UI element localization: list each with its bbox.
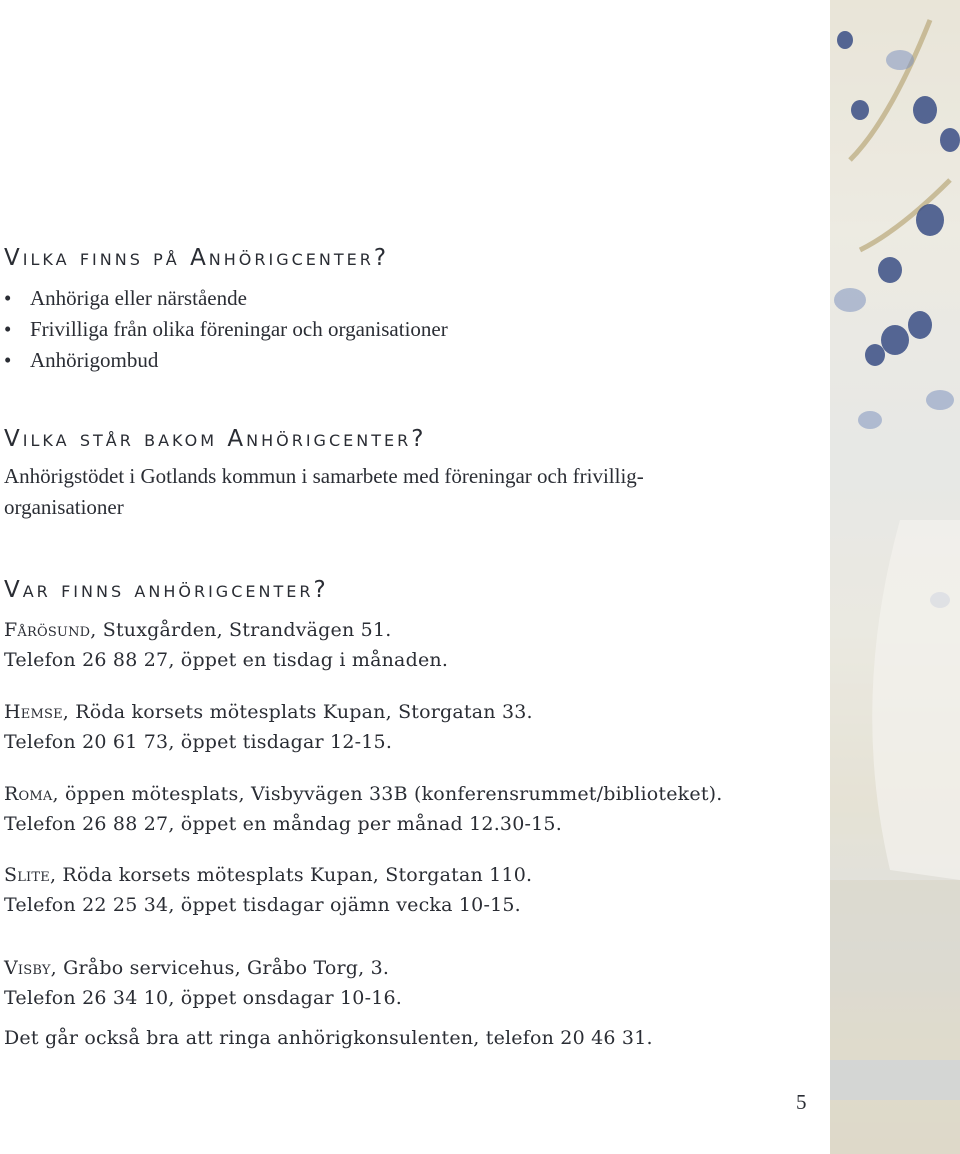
location-phone-faro: Telefon 26 88 27, öppet en tisdag i månaden. — [4, 649, 449, 671]
place-name: Hemse — [4, 701, 63, 723]
location-phone-visby: Telefon 26 34 10, öppet onsdagar 10-16. — [4, 987, 403, 1009]
list-item-text: Anhörigombud — [30, 348, 159, 372]
location-phone-slite: Telefon 22 25 34, öppet tisdagar ojämn vecka 10-15. — [4, 894, 521, 916]
location-address-visby — [4, 957, 389, 979]
list-item — [4, 314, 448, 345]
decorative-floral-image — [830, 0, 960, 1154]
list-item — [4, 283, 448, 314]
floral-illustration — [830, 0, 960, 1154]
place-name: Visby — [4, 957, 51, 979]
list-item-text: Anhöriga eller närstående — [30, 286, 247, 310]
list-item-text: Frivilliga från olika föreningar och organisationer — [30, 317, 448, 341]
page-number: 5 — [796, 1090, 807, 1114]
bullet-icon: • — [4, 286, 12, 310]
section-heading-behind: Vilka står bakom Anhörigcenter? — [4, 426, 427, 452]
location-phone-roma: Telefon 26 88 27, öppet en måndag per månad 12.30-15. — [4, 813, 562, 835]
list-item — [4, 345, 448, 376]
address-text: , Stuxgården, Strandvägen 51. — [90, 619, 392, 641]
paragraph-line: Anhörigstödet i Gotlands kommun i samarbete med föreningar och frivillig- — [4, 464, 644, 488]
address-text: , Röda korsets mötesplats Kupan, Storgatan 110. — [49, 864, 533, 886]
location-address-faro — [4, 619, 391, 641]
place-name: Roma — [4, 783, 53, 805]
paragraph-line: organisationer — [4, 495, 124, 519]
section-heading-where: Var finns anhörigcenter? — [4, 577, 329, 603]
location-address-hemse — [4, 701, 533, 723]
bullet-icon: • — [4, 348, 12, 372]
bullet-list — [4, 283, 448, 376]
place-name: Slite — [4, 864, 50, 886]
address-text: , Gråbo servicehus, Gråbo Torg, 3. — [50, 957, 390, 979]
contact-footer: Det går också bra att ringa anhörigkonsulenten, telefon 20 46 31. — [4, 1027, 653, 1049]
address-text: , Röda korsets mötesplats Kupan, Storgatan 33. — [62, 701, 533, 723]
address-text: , öppen mötesplats, Visbyvägen 33B (konferensrummet/biblioteket). — [52, 783, 723, 805]
location-address-roma — [4, 783, 723, 805]
location-address-slite — [4, 864, 532, 886]
bullet-icon: • — [4, 317, 12, 341]
section-heading-who: Vilka finns på Anhörigcenter? — [4, 245, 390, 271]
place-name: Fårösund — [4, 619, 91, 641]
location-phone-hemse: Telefon 20 61 73, öppet tisdagar 12-15. — [4, 731, 393, 753]
